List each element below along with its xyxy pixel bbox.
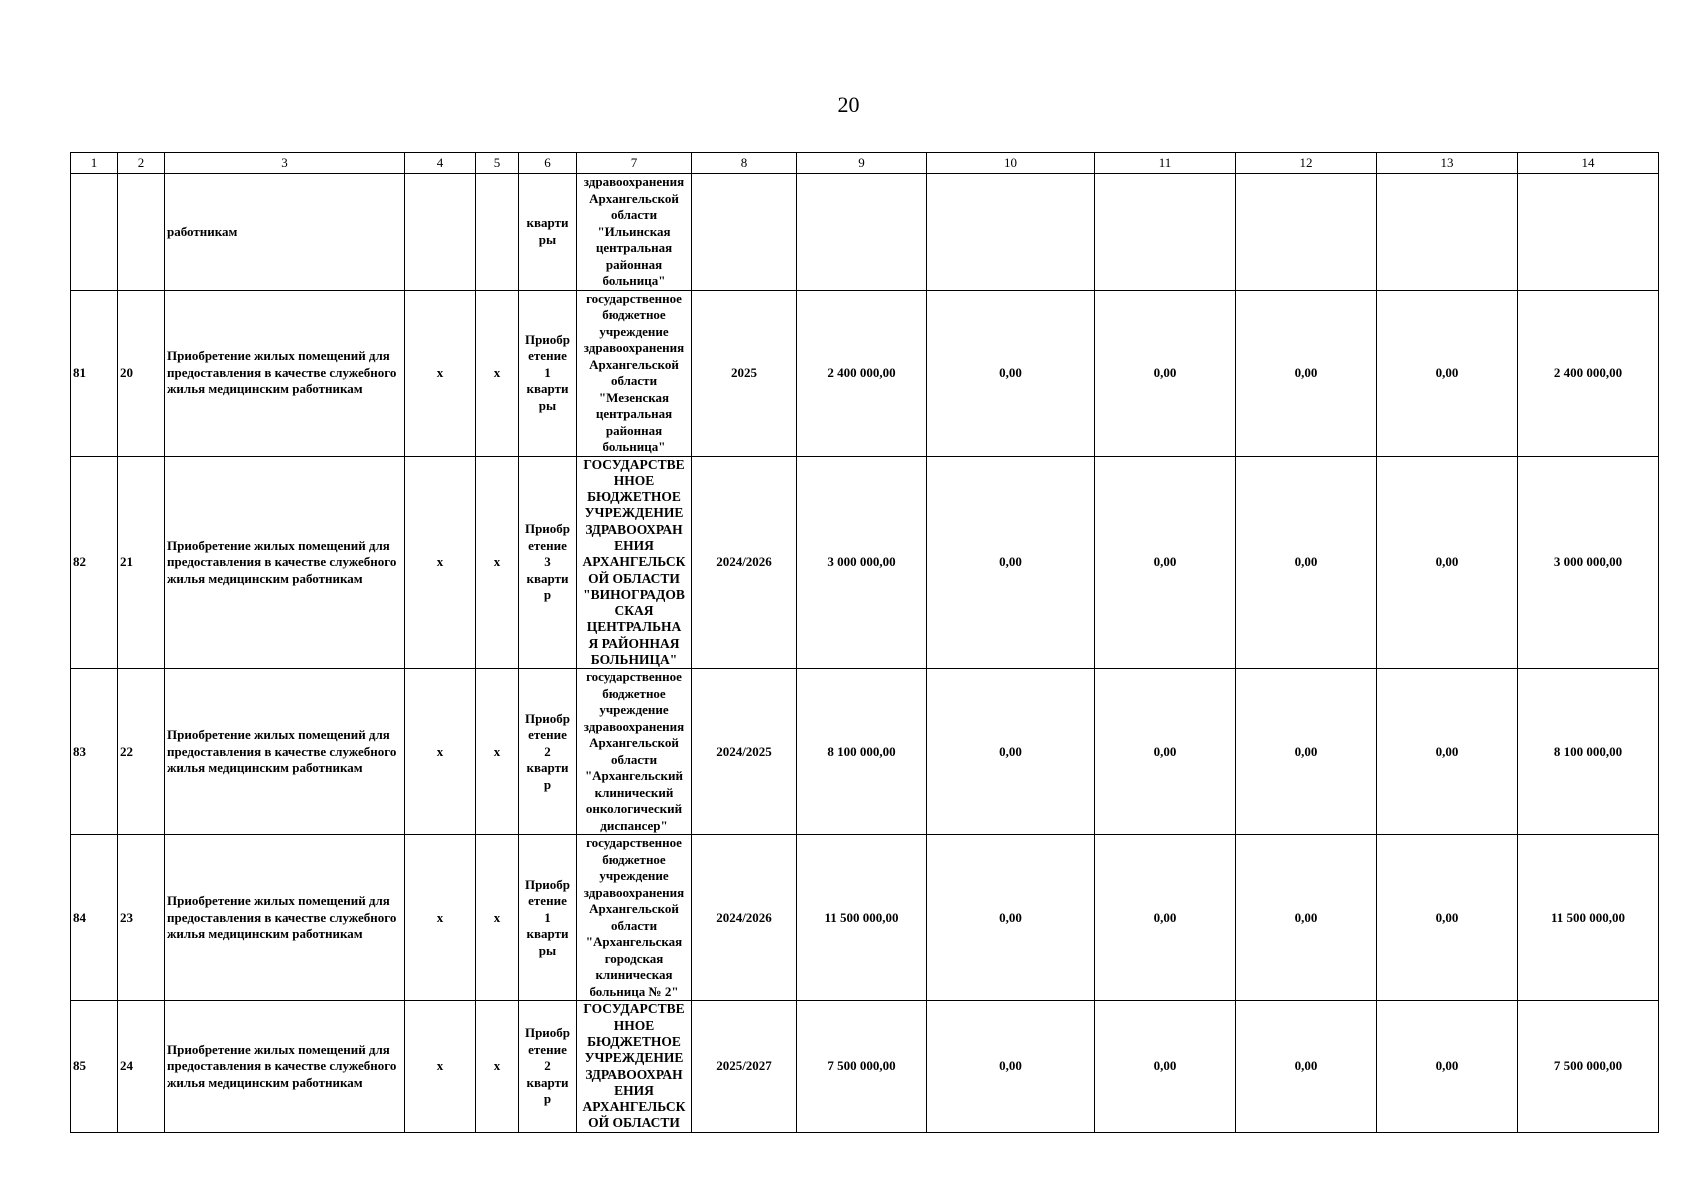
cell-c5: х	[476, 1001, 519, 1132]
cell-line: БОЛЬНИЦА"	[590, 652, 678, 668]
cell-line: клиническая	[595, 967, 673, 983]
cell-line: центральная	[595, 406, 673, 421]
cell-c12: 0,00	[1236, 835, 1377, 1001]
cell-period: 2025/2027	[692, 1001, 797, 1132]
cell-line: государственное	[586, 290, 682, 306]
cell-line: центральная	[595, 240, 673, 255]
header-cell: 10	[927, 153, 1095, 174]
cell-line: здравоохранения	[583, 884, 685, 900]
cell-c11: 0,00	[1095, 1001, 1236, 1132]
cell-period	[692, 174, 797, 291]
cell-c10: 0,00	[927, 669, 1095, 835]
cell-line: етение	[528, 893, 567, 909]
page-number: 20	[837, 92, 860, 117]
cell-line: районная	[605, 256, 663, 272]
cell-c4: х	[405, 835, 476, 1001]
cell-sub	[118, 174, 165, 291]
cell-c5	[476, 174, 519, 291]
table-row	[71, 456, 1659, 669]
cell-name: Приобретение жилых помещений для предоставления в качестве служебного жилья медицинским работникам	[165, 290, 405, 456]
cell-c11: 0,00	[1095, 456, 1236, 669]
cell-c9: 2 400 000,00	[797, 290, 927, 456]
data-table	[70, 152, 1659, 1133]
cell-line: ОЙ ОБЛАСТИ	[588, 570, 680, 586]
table-row-continuation	[71, 174, 1659, 291]
cell-num	[71, 174, 118, 291]
cell-line: районная	[605, 422, 663, 438]
cell-line: ГОСУДАРСТВЕ	[583, 1001, 685, 1017]
cell-name: работникам	[165, 174, 405, 291]
cell-line: Приобр	[524, 331, 571, 347]
cell-organization	[577, 290, 692, 456]
cell-num: 85	[71, 1001, 118, 1132]
cell-line: государственное	[586, 835, 682, 851]
cell-c13: 0,00	[1377, 669, 1518, 835]
cell-purpose	[519, 456, 577, 669]
cell-line: СКАЯ	[614, 603, 654, 619]
table-row	[71, 669, 1659, 835]
cell-c5: х	[476, 290, 519, 456]
cell-c10: 0,00	[927, 1001, 1095, 1132]
cell-sub: 20	[118, 290, 165, 456]
cell-line: здравоохранения	[583, 174, 685, 189]
cell-c10	[927, 174, 1095, 291]
cell-purpose	[519, 669, 577, 835]
cell-organization	[577, 669, 692, 835]
cell-c4: х	[405, 1001, 476, 1132]
cell-line: "Мезенская	[598, 389, 670, 405]
cell-c5: х	[476, 669, 519, 835]
cell-sub: 23	[118, 835, 165, 1001]
cell-c13: 0,00	[1377, 456, 1518, 669]
header-cell: 14	[1518, 153, 1659, 174]
cell-c14: 8 100 000,00	[1518, 669, 1659, 835]
cell-line: здравоохранения	[583, 340, 685, 355]
header-cell: 8	[692, 153, 797, 174]
cell-organization	[577, 835, 692, 1001]
cell-line: 2	[544, 743, 551, 759]
cell-line: ЕНИЯ	[614, 537, 654, 553]
cell-name: Приобретение жилых помещений для предоставления в качестве служебного жилья медицинским работникам	[165, 456, 405, 669]
cell-line: здравоохранения	[583, 718, 685, 734]
cell-c5: х	[476, 835, 519, 1001]
cell-line: 2	[544, 1058, 551, 1074]
cell-c11: 0,00	[1095, 669, 1236, 835]
cell-num: 83	[71, 669, 118, 835]
header-row	[71, 153, 1659, 174]
cell-c9	[797, 174, 927, 291]
cell-line: ЦЕНТРАЛЬНА	[586, 619, 682, 635]
cell-line: БЮДЖЕТНОЕ	[587, 1033, 681, 1049]
cell-line: Архангельской	[589, 356, 679, 372]
cell-c13: 0,00	[1377, 290, 1518, 456]
cell-line: ры	[538, 942, 557, 958]
cell-line: Приобр	[524, 710, 571, 726]
cell-line: бюджетное	[602, 851, 666, 867]
cell-num: 81	[71, 290, 118, 456]
cell-line: области	[610, 207, 658, 222]
cell-c12: 0,00	[1236, 456, 1377, 669]
cell-sub: 22	[118, 669, 165, 835]
cell-line: ЕНИЯ	[614, 1082, 654, 1098]
header-cell: 5	[476, 153, 519, 174]
cell-line: кварти	[526, 1074, 569, 1090]
cell-line: больница"	[602, 273, 666, 288]
cell-c12: 0,00	[1236, 669, 1377, 835]
cell-c5: х	[476, 456, 519, 669]
cell-line: кварти	[526, 215, 569, 231]
cell-line: онкологический	[585, 801, 683, 817]
cell-line: р	[543, 776, 552, 792]
cell-line: ЗДРАВООХРАН	[585, 1066, 683, 1082]
header-cell: 7	[577, 153, 692, 174]
cell-c4	[405, 174, 476, 291]
cell-organization	[577, 456, 692, 669]
cell-line: АРХАНГЕЛЬСК	[582, 1099, 686, 1115]
cell-c14: 3 000 000,00	[1518, 456, 1659, 669]
cell-line: ры	[538, 397, 557, 413]
cell-line: кварти	[526, 570, 569, 586]
cell-line: "Архангельский	[584, 768, 684, 784]
cell-sub: 21	[118, 456, 165, 669]
cell-c12: 0,00	[1236, 1001, 1377, 1132]
cell-line: больница"	[602, 439, 666, 454]
cell-line: государственное	[586, 669, 682, 685]
cell-c13: 0,00	[1377, 1001, 1518, 1132]
cell-line: ННОЕ	[613, 472, 655, 488]
cell-period: 2024/2025	[692, 669, 797, 835]
cell-line: 3	[544, 554, 551, 570]
cell-line: бюджетное	[602, 307, 666, 322]
cell-line: етение	[528, 348, 567, 364]
cell-line: АРХАНГЕЛЬСК	[582, 554, 686, 570]
cell-line: области	[610, 751, 658, 767]
cell-line: етение	[528, 537, 567, 553]
cell-period: 2024/2026	[692, 456, 797, 669]
cell-name: Приобретение жилых помещений для предоставления в качестве служебного жилья медицинским работникам	[165, 1001, 405, 1132]
cell-purpose	[519, 835, 577, 1001]
cell-line: Архангельской	[589, 901, 679, 917]
cell-line: клинический	[594, 784, 674, 800]
cell-line: кварти	[526, 381, 569, 397]
cell-line: 1	[544, 909, 551, 925]
cell-c9: 7 500 000,00	[797, 1001, 927, 1132]
cell-c11	[1095, 174, 1236, 291]
cell-line: кварти	[526, 760, 569, 776]
cell-line: кварти	[526, 926, 569, 942]
cell-c9: 3 000 000,00	[797, 456, 927, 669]
cell-line: УЧРЕЖДЕНИЕ	[584, 505, 684, 521]
cell-line: ННОЕ	[613, 1017, 655, 1033]
header-cell: 13	[1377, 153, 1518, 174]
cell-line: 1	[544, 364, 551, 380]
cell-line: "ВИНОГРАДОВ	[583, 586, 685, 602]
cell-c11: 0,00	[1095, 290, 1236, 456]
cell-c10: 0,00	[927, 290, 1095, 456]
cell-line: Архангельской	[589, 190, 679, 206]
cell-line: городская	[604, 950, 664, 966]
header-cell: 9	[797, 153, 927, 174]
cell-sub: 24	[118, 1001, 165, 1132]
cell-c14: 7 500 000,00	[1518, 1001, 1659, 1132]
cell-line: р	[543, 1091, 552, 1107]
cell-c14: 11 500 000,00	[1518, 835, 1659, 1001]
cell-c12: 0,00	[1236, 290, 1377, 456]
cell-c9: 8 100 000,00	[797, 669, 927, 835]
cell-c4: х	[405, 290, 476, 456]
cell-c13	[1377, 174, 1518, 291]
cell-line: Приобр	[524, 521, 571, 537]
cell-line: Приобр	[524, 1025, 571, 1041]
cell-c11: 0,00	[1095, 835, 1236, 1001]
header-cell: 11	[1095, 153, 1236, 174]
cell-line: больница № 2"	[589, 983, 679, 999]
cell-purpose	[519, 1001, 577, 1132]
cell-c10: 0,00	[927, 456, 1095, 669]
cell-c4: х	[405, 456, 476, 669]
table-row	[71, 290, 1659, 456]
table-row	[71, 1001, 1659, 1132]
cell-purpose	[519, 290, 577, 456]
header-cell: 12	[1236, 153, 1377, 174]
cell-line: р	[543, 587, 552, 603]
header-cell: 1	[71, 153, 118, 174]
cell-c14	[1518, 174, 1659, 291]
cell-line: диспансер"	[600, 817, 668, 833]
cell-line: области	[610, 917, 658, 933]
cell-c10: 0,00	[927, 835, 1095, 1001]
cell-line: Приобр	[524, 876, 571, 892]
cell-line: ОЙ ОБЛАСТИ	[588, 1115, 680, 1131]
cell-line: ры	[538, 231, 557, 247]
table-row	[71, 835, 1659, 1001]
cell-num: 84	[71, 835, 118, 1001]
cell-organization	[577, 1001, 692, 1132]
cell-line: ЗДРАВООХРАН	[585, 521, 683, 537]
header-cell: 6	[519, 153, 577, 174]
cell-line: етение	[528, 727, 567, 743]
cell-line: БЮДЖЕТНОЕ	[587, 489, 681, 505]
cell-line: "Архангельская	[585, 934, 683, 950]
cell-organization	[577, 174, 692, 291]
cell-num: 82	[71, 456, 118, 669]
cell-line: учреждение	[599, 702, 669, 718]
header-cell: 4	[405, 153, 476, 174]
header-cell: 3	[165, 153, 405, 174]
cell-name: Приобретение жилых помещений для предоставления в качестве служебного жилья медицинским работникам	[165, 835, 405, 1001]
cell-c14: 2 400 000,00	[1518, 290, 1659, 456]
cell-line: ГОСУДАРСТВЕ	[583, 456, 685, 472]
cell-c12	[1236, 174, 1377, 291]
cell-c13: 0,00	[1377, 835, 1518, 1001]
cell-name: Приобретение жилых помещений для предоставления в качестве служебного жилья медицинским работникам	[165, 669, 405, 835]
cell-purpose	[519, 174, 577, 291]
cell-line: бюджетное	[602, 685, 666, 701]
cell-line: "Ильинская	[597, 223, 671, 239]
cell-line: УЧРЕЖДЕНИЕ	[584, 1050, 684, 1066]
cell-line: учреждение	[599, 868, 669, 884]
cell-period: 2024/2026	[692, 835, 797, 1001]
cell-line: области	[610, 373, 658, 388]
cell-line: етение	[528, 1041, 567, 1057]
cell-line: учреждение	[599, 323, 669, 339]
cell-line: Архангельской	[589, 735, 679, 751]
header-cell: 2	[118, 153, 165, 174]
cell-period: 2025	[692, 290, 797, 456]
cell-c9: 11 500 000,00	[797, 835, 927, 1001]
cell-c4: х	[405, 669, 476, 835]
cell-line: Я РАЙОННАЯ	[588, 635, 680, 651]
